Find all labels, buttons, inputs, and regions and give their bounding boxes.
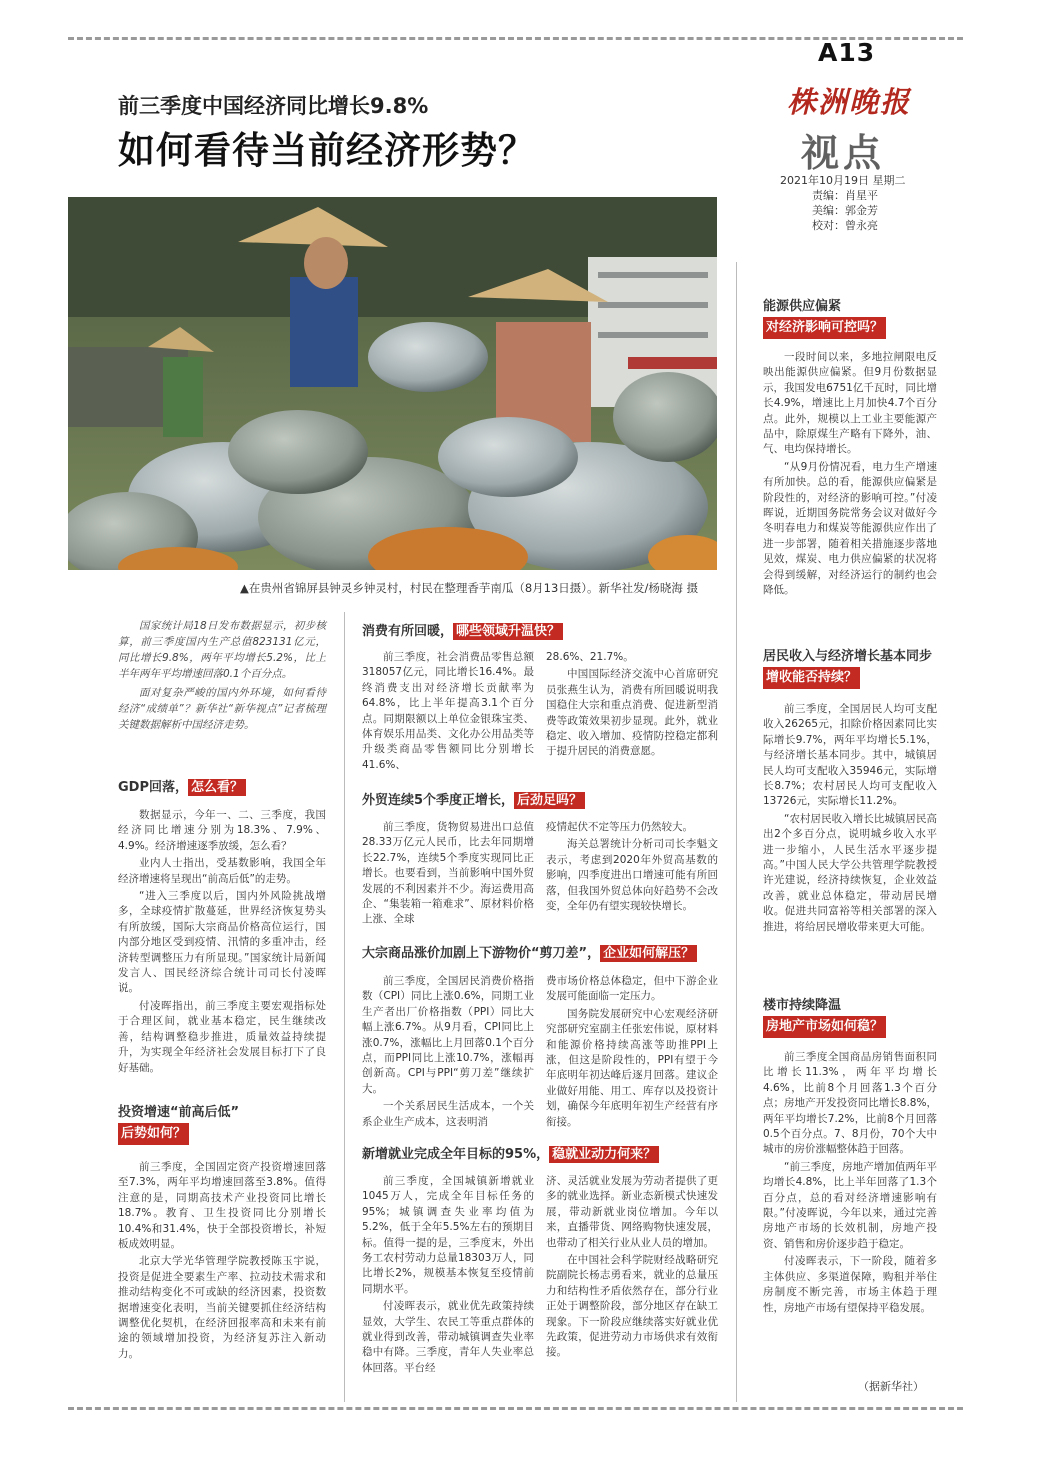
energy-body: 一段时间以来，多地拉闸限电反映出能源供应偏紧。但9月份数据显示，我国发电6751亿千瓦时，同比增长4.9%，增速比上月加快4.7个百分点。此外，规模以上工业主要能源产品中，除原煤生产略有下降外，油、气、电均保持增长。 “从9月份情况看，电力生产增速有所加快。总的看，能源供应偏紧是阶段性的，对经济的影响可控。”付凌晖说，近期国务院常务会议对做好今冬明春电力和煤炭等能源供应作出了进一步部署，随着相关措施逐步落地见效，煤炭、电力供应偏紧的状况将会得到缓解，对经济运行的制约也会降低。 [763, 351, 937, 597]
commodity-body-right: 费市场价格总体稳定，但中下游企业发展可能面临一定压力。 国务院发展研究中心宏观经济研究部研究室副主任张宏伟说，原材料和能源价格持续高涨等助推PPI上涨，但这是阶段性的，PPI有望于今年底明年初达峰后逐月回落。建议企业做好用能、用工、库存以及投资计划，确保今年底明年初生产经营有序衔接。 [546, 975, 718, 1128]
proofreader-credit: 校对：曾永亮 [812, 219, 878, 232]
lead-text: 面对复杂严峻的国内外环境，如何看待经济“成绩单”？新华社“新华视点”记者梳理关键数据解析中国经济走势。 [118, 687, 326, 731]
photo-caption: ▲在贵州省锦屏县钟灵乡钟灵村，村民在整理香芋南瓜（8月13日摄）。新华社发/杨晓海 摄 [240, 581, 699, 595]
issue-date: 2021年10月19日 星期二 [780, 174, 906, 187]
masthead-logo: 株洲晚报 [787, 85, 912, 119]
news-photo [68, 197, 717, 570]
employment-subhead: 新增就业完成全年目标的95%， 稳就业动力何来？ [362, 1145, 659, 1164]
employment-body-left: 前三季度，全国城镇新增就业1045万人，完成全年目标任务的95%；城镇调查失业率均值为5.2%，低于全年5.5%左右的预期目标。值得一提的是，三季度末，外出务工农村劳动力总量18303万人，同比增长2%，规模基本恢复至疫情前同期水平。 付凌晖表示，就业优先政策持续显效，大学生、农民工等重点群体的就业得到改善，带动城镇调查失业率稳中有降。三季度，青年人失业率总体回落。平台经 [362, 1175, 534, 1374]
lead-paragraph [118, 618, 326, 736]
headline: 如何看待当前经济形势？ [118, 129, 536, 172]
column-divider [736, 262, 737, 1402]
commodity-body-left: 前三季度，全国居民消费价格指数（CPI）同比上涨0.6%，同期工业生产者出厂价格指数（PPI）同比大幅上涨6.7%。从9月看，CPI同比上涨0.7%，涨幅比上月回落0.1个百分点，而PPI同比上涨10.7%，涨幅再创新高。CPI与PPI“剪刀差”继续扩大。 一个关系居民生活成本，一个关系企业生产成本，这表明消 [362, 975, 534, 1128]
gdp-subhead-highlight: 怎么看？ [188, 779, 246, 796]
consumption-body-left: 前三季度，社会消费品零售总额318057亿元，同比增长16.4%。最终消费支出对经济增长贡献率为64.8%，比上半年提高3.1个百分点。同期限额以上单位金银珠宝类、体育娱乐用品类、文化办公用品类等升级类商品零售额同比分别增长41.6%、 [362, 651, 534, 771]
income-subhead: 居民收入与经济增长基本同步 增收能否持续？ [763, 647, 932, 689]
trade-body-right: 疫情起伏不定等压力仍然较大。 海关总署统计分析司司长李魁文表示，考虑到2020年外贸高基数的影响，四季度进出口增速可能有所回落，但我国外贸总体向好趋势不会改变，全年仍有望实现较快增长。 [546, 821, 718, 913]
page-number: A13 [818, 38, 876, 67]
investment-body: 前三季度，全国固定资产投资增速回落至7.3%，两年平均增速回落至3.8%。值得注意的是，同期高技术产业投资同比增长18.7%。教育、卫生投资同比分别增长10.4%和31.4%，快于全部投资增长，补短板成效明显。 北京大学光华管理学院教授陈玉宇说，投资是促进全要素生产率、拉动技术需求和推动结构变化不可或缺的经济因素，投资数据增速变化表明，当前关键要抓住经济结构调整优化契机，在经济回报率高和未来有前途的领域增加投资，为经济复苏注入新动力。 [118, 1161, 326, 1360]
editor-credit: 责编：肖星平 [812, 189, 878, 202]
consumption-body-right: 28.6%、21.7%。 中国国际经济交流中心首席研究员张燕生认为，消费有所回暖说明我国稳住大宗和重点消费、促进新型消费等政策效果初步显现。此外，就业稳定、收入增加、疫情防控稳定都利于提升居民的消费意愿。 [546, 651, 718, 758]
housing-subhead-highlight: 房地产市场如何稳？ [763, 1016, 886, 1038]
consumption-subhead: 消费有所回暖， 哪些领域升温快？ [362, 622, 563, 641]
employment-subhead-highlight: 稳就业动力何来？ [549, 1146, 659, 1163]
lead-text: 国家统计局18日发布数据显示，初步核算，前三季度国内生产总值823131亿元，同比增长9.8%，两年平均增长5.2%，比上半年两年平均增速回落0.1个百分点。 [118, 620, 326, 680]
income-subhead-highlight: 增收能否持续？ [763, 667, 860, 689]
employment-body-right: 济、灵活就业发展为劳动者提供了更多的就业选择。新业态新模式快速发展，带动新就业岗位增加。今年以来，直播带货、网络购物快速发展，也带动了相关行业从业人员的增加。 在中国社会科学院财经战略研究院副院长杨志勇看来，就业的总量压力和结构性矛盾依然存在，部分行业正处于调整阶段，部分地区存在缺工现象。下一阶段应继续落实好就业优先政策，促进劳动力市场供求有效衔接。 [546, 1175, 718, 1359]
section-name: 视点 [801, 130, 886, 175]
income-body: 前三季度，全国居民人均可支配收入26265元，扣除价格因素同比实际增长9.7%，两年平均增长5.1%，与经济增长基本同步。其中，城镇居民人均可支配收入35946元，实际增长8.7%；农村居民人均可支配收入13726元，实际增长11.2%。 “农村居民收入增长比城镇居民高出2个多百分点，说明城乡收入水平进一步缩小，人民生活水平逐步提高。”中国人民大学公共管理学院教授许光建说，经济持续恢复，企业效益改善，就业总体稳定，带动居民增收。促进共同富裕等相关部署的深入推进，将给居民增收带来更大可能。 [763, 703, 937, 933]
consumption-subhead-highlight: 哪些领域升温快？ [453, 623, 563, 640]
housing-subhead: 楼市持续降温 房地产市场如何稳？ [763, 996, 886, 1038]
energy-subhead-highlight: 对经济影响可控吗？ [763, 317, 886, 339]
housing-body: 前三季度全国商品房销售面积同比增长11.3%，两年平均增长4.6%，比前8个月回落1.3个百分点；房地产开发投资同比增长8.8%，两年平均增长7.2%，比前8个月回落0.5个百分点。7、8月份，70个大中城市的房价涨幅整体趋于回落。 “前三季度，房地产增加值两年平均增长4.8%，比上半年回落了1.3个百分点，总的看对经济增速影响有限。”付凌晖说，今年以来，通过完善房地产市场的长效机制，房地产投资、销售和房价逐步趋于稳定。 付凌晖表示，下一阶段，随着多主体供应、多渠道保障，购租并举住房制度不断完善，市场主体趋于理性，房地产市场有望保持平稳发展。 [763, 1051, 937, 1314]
commodity-subhead-highlight: 企业如何解压？ [600, 945, 697, 962]
trade-subhead: 外贸连续5个季度正增长， 后劲足吗？ [362, 791, 585, 810]
designer-credit: 美编：郭金芳 [812, 204, 878, 217]
gdp-body: 数据显示，今年一、二、三季度，我国经济同比增速分别为18.3%、7.9%、4.9%。经济增速逐季放缓，怎么看？ 业内人士指出，受基数影响，我国全年经济增速将呈现出“前高后低”的走势。 “进入三季度以后，国内外风险挑战增多，全球疫情扩散蔓延，世界经济恢复势头有所放缓，国际大宗商品价格高位运行，国内部分地区受到疫情、汛情的多重冲击，经济转型调整压力有所显现。”国家统计局新闻发言人、国民经济综合统计司司长付凌晖说。 付凌晖指出，前三季度主要宏观指标处于合理区间，就业基本稳定，民生继续改善，结构调整稳步推进，质量效益持续提升，为实现全年经济社会发展目标打下了良好基础。 [118, 809, 326, 1074]
energy-subhead: 能源供应偏紧 对经济影响可控吗？ [763, 297, 886, 339]
column-divider [344, 612, 345, 1402]
pumpkin-harvest-image [68, 197, 717, 570]
gdp-subhead: GDP回落， 怎么看？ [118, 778, 246, 797]
headline-subtitle: 前三季度中国经济同比增长9.8% [118, 94, 429, 118]
source-credit: （据新华社） [858, 1380, 924, 1393]
investment-subhead-highlight: 后势如何？ [118, 1123, 189, 1145]
trade-subhead-highlight: 后劲足吗？ [514, 792, 585, 809]
investment-subhead: 投资增速“前高后低” 后势如何？ [118, 1103, 239, 1145]
commodity-subhead: 大宗商品涨价加剧上下游物价“剪刀差”， 企业如何解压？ [362, 944, 697, 963]
bottom-rule [68, 1407, 963, 1410]
trade-body-left: 前三季度，货物贸易进出口总值28.33万亿元人民币，比去年同期增长22.7%，连续5个季度实现同比正增长。也要看到，当前影响中国外贸发展的不利因素并不少。海运费用高企、“集装箱一箱难求”、原材料价格上涨、全球 [362, 821, 534, 926]
